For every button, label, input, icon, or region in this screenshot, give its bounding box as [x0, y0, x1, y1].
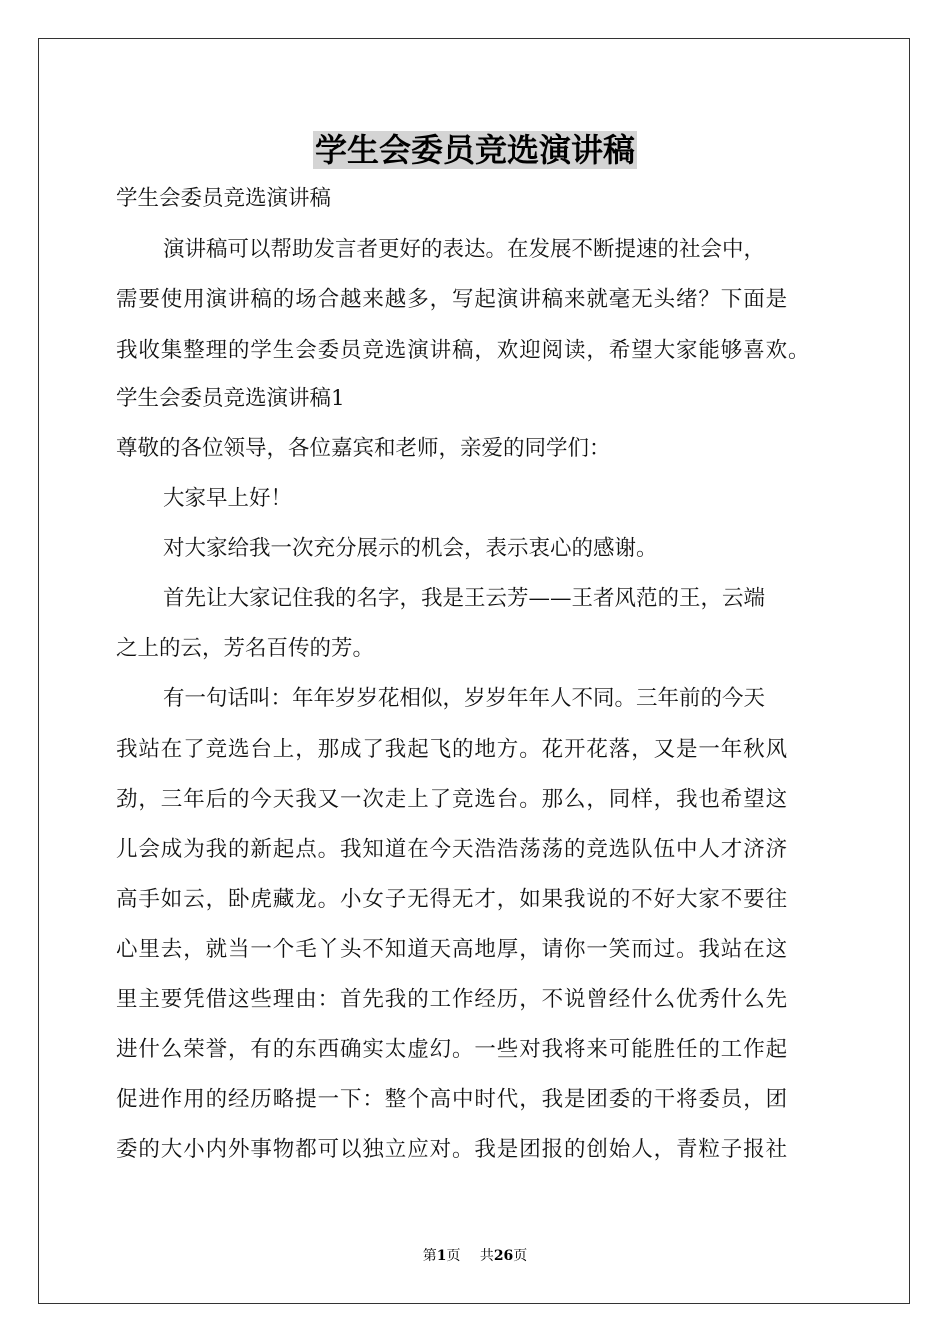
text-line: 劲，三年后的今天我又一次走上了竞选台。那么，同样，我也希望这 — [116, 787, 789, 812]
total-prefix: 共 — [479, 1248, 494, 1264]
text-line: 有一句话叫：年年岁岁花相似，岁岁年年人不同。三年前的今天 — [163, 686, 766, 711]
text-line: 儿会成为我的新起点。我知道在今天浩浩荡荡的竞选队伍中人才济济 — [116, 837, 789, 862]
text-line: 心里去，就当一个毛丫头不知道天高地厚，请你一笑而过。我站在这 — [116, 937, 789, 962]
text-line: 首先让大家记住我的名字，我是王云芳——王者风范的王，云端 — [163, 586, 766, 611]
total-suffix: 页 — [513, 1248, 528, 1264]
title-text: 学生会委员竞选演讲稿 — [314, 131, 635, 169]
text-line: 促进作用的经历略提一下：整个高中时代，我是团委的干将委员，团 — [116, 1087, 789, 1112]
page-number-footer — [0, 1245, 950, 1265]
text-line: 之上的云，芳名百传的芳。 — [116, 636, 375, 661]
text-line: 高手如云，卧虎藏龙。小女子无得无才，如果我说的不好大家不要往 — [116, 887, 789, 912]
text-line: 进什么荣誉，有的东西确实太虚幻。一些对我将来可能胜任的工作起 — [116, 1037, 789, 1062]
document-title — [0, 128, 950, 172]
subtitle-line: 学生会委员竞选演讲稿 — [116, 186, 332, 211]
text-line: 对大家给我一次充分展示的机会，表示衷心的感谢。 — [163, 536, 658, 561]
text-line: 我收集整理的学生会委员竞选演讲稿，欢迎阅读，希望大家能够喜欢。 — [116, 338, 811, 363]
page-suffix: 页 — [446, 1248, 461, 1264]
text-line: 大家早上好！ — [163, 486, 293, 511]
page-current: 1 — [436, 1248, 447, 1264]
text-line: 里主要凭借这些理由：首先我的工作经历，不说曾经什么优秀什么先 — [116, 987, 789, 1012]
text-line: 我站在了竞选台上，那成了我起飞的地方。花开花落，又是一年秋风 — [116, 737, 789, 762]
page-total: 26 — [493, 1248, 514, 1264]
page-prefix: 第 — [422, 1248, 437, 1264]
text-line: 需要使用演讲稿的场合越来越多，写起演讲稿来就毫无头绪？下面是 — [116, 287, 789, 312]
text-line: 委的大小内外事物都可以独立应对。我是团报的创始人，青粒子报社 — [116, 1137, 789, 1162]
section-heading: 学生会委员竞选演讲稿1 — [116, 386, 345, 411]
text-line: 演讲稿可以帮助发言者更好的表达。在发展不断提速的社会中， — [163, 237, 766, 262]
text-line: 尊敬的各位领导，各位嘉宾和老师，亲爱的同学们： — [116, 436, 611, 461]
